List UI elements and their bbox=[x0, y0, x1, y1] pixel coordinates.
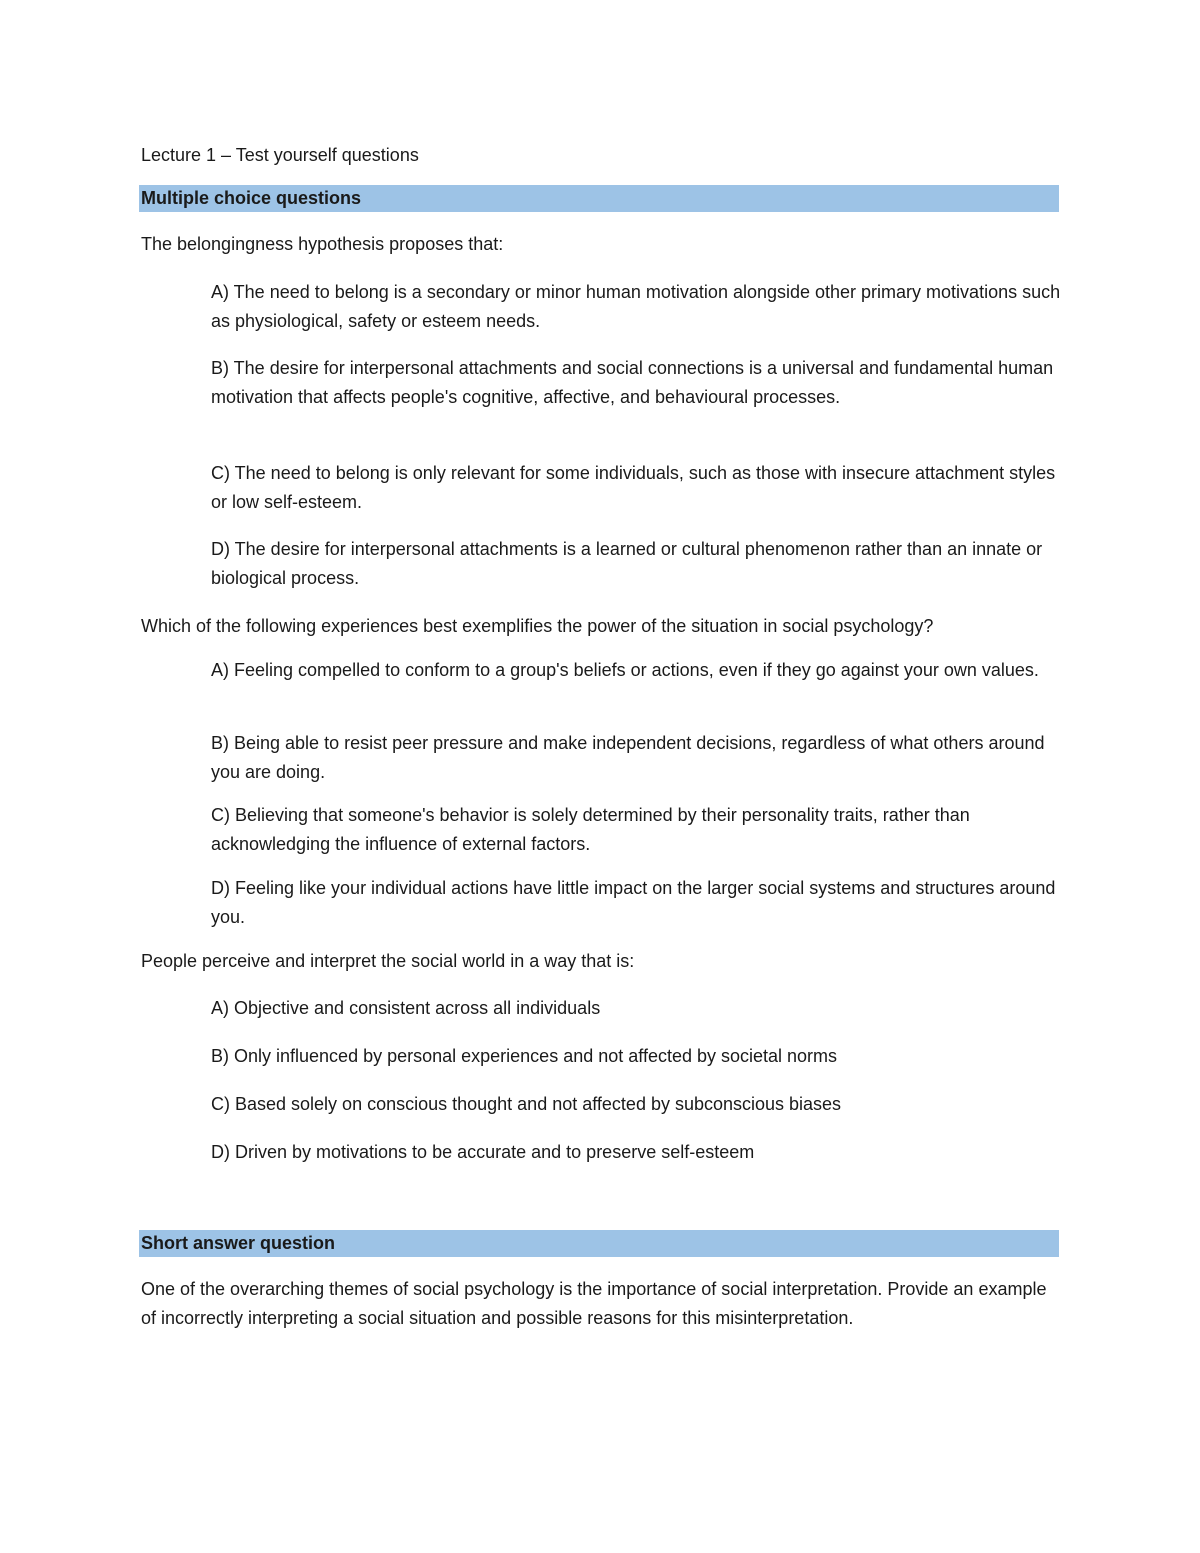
document-title: Lecture 1 – Test yourself questions bbox=[141, 145, 419, 165]
question-3-option-d: D) Driven by motivations to be accurate and to preserve self-esteem bbox=[211, 1142, 755, 1162]
question-3-prompt: People perceive and interpret the social world in a way that is: bbox=[141, 951, 635, 971]
question-1-option-a: A) The need to belong is a secondary or minor human motivation alongside other primary motivations such as physiological, safety or esteem needs. bbox=[211, 282, 1061, 331]
question-2-option-c: C) Believing that someone's behavior is solely determined by their personality traits, rather than acknowledging the influence of external factors. bbox=[211, 805, 970, 854]
section-heading-multiple-choice: Multiple choice questions bbox=[139, 185, 1059, 212]
question-3-option-c: C) Based solely on conscious thought and not affected by subconscious biases bbox=[211, 1094, 842, 1114]
question-1-option-c: C) The need to belong is only relevant for some individuals, such as those with insecure attachment styles or low self-esteem. bbox=[211, 463, 1056, 512]
question-2-option-a: A) Feeling compelled to conform to a group's beliefs or actions, even if they go against your own values. bbox=[211, 660, 1039, 680]
question-1-prompt: The belongingness hypothesis proposes that: bbox=[141, 234, 504, 254]
question-2-prompt: Which of the following experiences best exemplifies the power of the situation in social psychology? bbox=[141, 616, 934, 636]
question-2-option-d: D) Feeling like your individual actions have little impact on the larger social systems and structures around you. bbox=[211, 878, 1056, 927]
question-1-option-b: B) The desire for interpersonal attachments and social connections is a universal and fundamental human motivation that affects people's cognitive, affective, and behavioural processes. bbox=[211, 358, 1054, 407]
question-3-option-a: A) Objective and consistent across all individuals bbox=[211, 998, 601, 1018]
question-1-option-d: D) The desire for interpersonal attachments is a learned or cultural phenomenon rather than an innate or biological process. bbox=[211, 539, 1043, 588]
section-heading-short-answer: Short answer question bbox=[139, 1230, 1059, 1257]
question-3-option-b: B) Only influenced by personal experiences and not affected by societal norms bbox=[211, 1046, 838, 1066]
question-2-option-b: B) Being able to resist peer pressure and make independent decisions, regardless of what others around you are doing. bbox=[211, 733, 1045, 782]
short-answer-question: One of the overarching themes of social psychology is the importance of social interpretation. Provide an example of incorrectly interpreting a social situation and possible reasons for this misinterpretation. bbox=[141, 1279, 1047, 1328]
